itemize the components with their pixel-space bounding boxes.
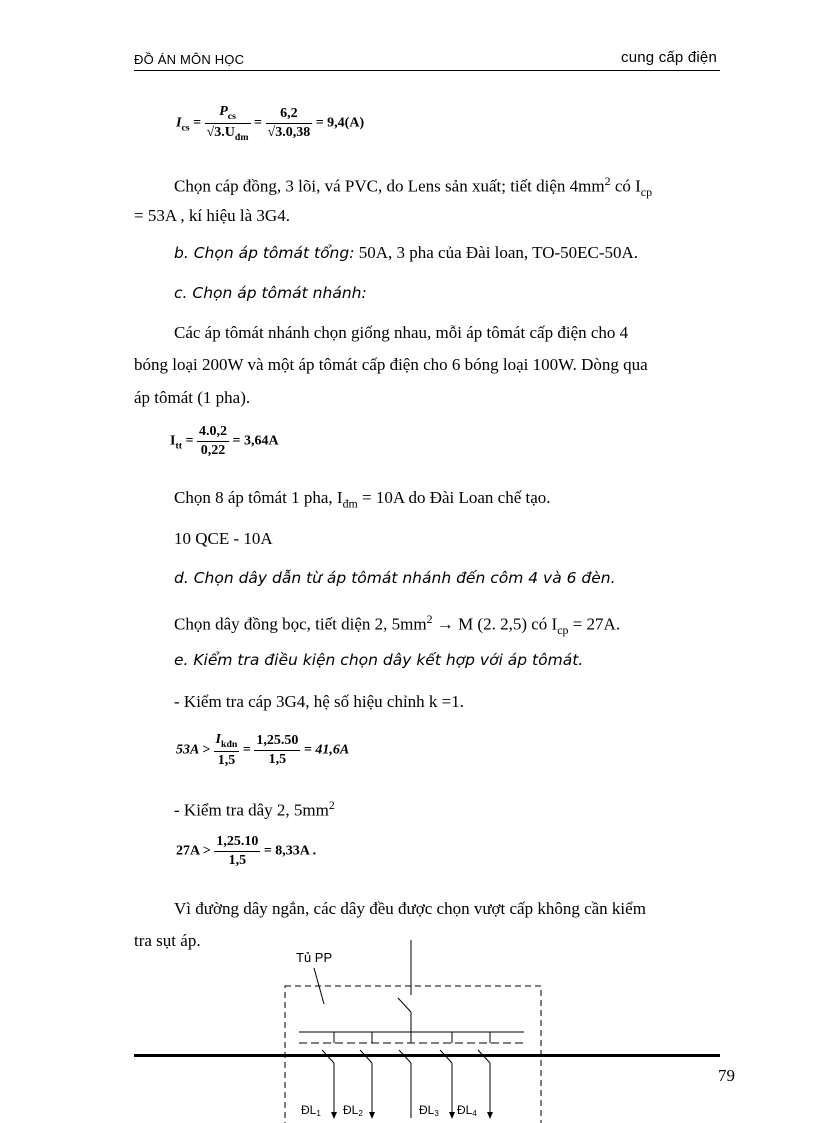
equation-current-cs: $I_{cs}$ = $\frac{P_{cs}}{√3.U_{đm}}$ = $\frac{6,2}{√3.0,38}$ = 9,4(A): [176, 104, 365, 143]
para-breaker-model: 10 QCE - 10A: [174, 529, 273, 548]
para-voltage-drop-line1: Vì đường dây ngắn, các dây đều được chọn vượt cấp không cần kiểm: [174, 899, 646, 918]
check-wire: - Kiểm tra dây 2, $5mm^2$: [174, 798, 335, 820]
main-breaker: [398, 998, 411, 1012]
check-cable: - Kiểm tra cáp 3G4, hệ số hiệu chỉnh k =1.: [174, 692, 465, 711]
item-b: b. Chọn áp tômát tổng: 50A, 3 pha của Đài loan, TO-50EC-50A.: [174, 243, 639, 262]
header-right: cung cấp điện: [621, 49, 718, 66]
load-label-4: ĐL4: [457, 1103, 477, 1118]
load-label-2: ĐL2: [343, 1103, 363, 1118]
footer-rule: [134, 1054, 720, 1057]
cabinet-label: Tủ PP: [296, 950, 333, 965]
item-e: e. Kiểm tra điều kiện chọn dây kết hợp với áp tômát.: [174, 651, 584, 669]
para-branch-line3: áp tômát (1 pha).: [134, 388, 251, 407]
page-number: 79: [718, 1066, 735, 1085]
load-label-1: ĐL1: [301, 1103, 321, 1118]
para-wire-choice: Chọn dây đồng bọc, tiết diện 2, $5mm^2 \to M$ (2. 2,5) có $I_{cp} = 27A$.: [174, 612, 621, 638]
equation-current-tt: $I_{tt}$ = $\frac{4.0,2}{0,22}$ = 3,64A: [170, 424, 279, 458]
equation-check-wire: 27A > $\frac{1,25.10}{1,5}$ = 8,33A .: [176, 834, 317, 868]
item-d: d. Chọn dây dẫn từ áp tômát nhánh đến côm 4 và 6 đèn.: [174, 569, 616, 587]
para-cable-line1: Chọn cáp đồng, 3 lõi, vá PVC, do Lens sản xuất; tiết diện $4mm^2$ có $I_{cp}$: [174, 174, 653, 200]
load-label-3: ĐL3: [419, 1103, 439, 1118]
para-voltage-drop-line2: tra sụt áp.: [134, 931, 201, 950]
para-breaker-choice: Chọn 8 áp tômát 1 pha, $I_{đm} = 10A$ do Đài Loan chế tạo.: [174, 488, 551, 511]
para-cable-line2: = 53A , kí hiệu là 3G4.: [134, 206, 290, 225]
equation-check-cable: 53A > $\frac{I_{kđn}}{1,5}$ = $\frac{1,25.50}{1,5}$ = 41,6A: [176, 732, 350, 768]
item-c: c. Chọn áp tômát nhánh:: [174, 284, 367, 302]
header-left: ĐỒ ÁN MÔN HỌC: [134, 52, 245, 67]
para-branch-line2: bóng loại 200W và một áp tômát cấp điện cho 6 bóng loại 100W. Dòng qua: [134, 355, 648, 374]
para-branch-line1: Các áp tômát nhánh chọn giống nhau, mỗi áp tômát cấp điện cho 4: [174, 323, 629, 342]
